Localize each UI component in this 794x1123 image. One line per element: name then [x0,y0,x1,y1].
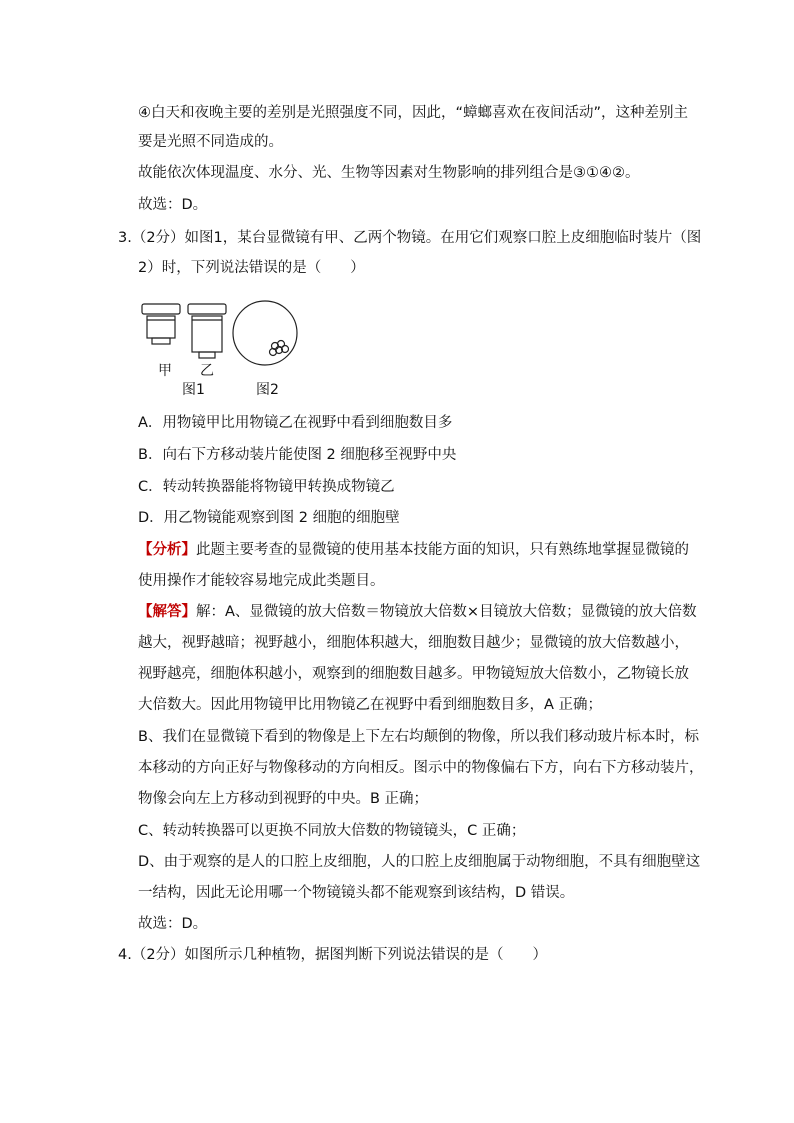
prev-answer-line-2: 要是光照不同造成的。 [138,134,283,150]
analysis-tag: 【分析】 [138,542,196,558]
objective-yi-body [192,316,222,352]
option-a: A．用物镜甲比用物镜乙在视野中看到细胞数目多 [138,415,453,431]
answer-text-1: 解：A、显微镜的放大倍数＝物镜放大倍数×目镜放大倍数；显微镜的放大倍数 [196,604,697,620]
option-b: B．向右下方移动装片能使图 2 细胞移至视野中央 [138,447,457,463]
question-3-stem-line-1: 3.（2分）如图1，某台显微镜有甲、乙两个物镜。在用它们观察口腔上皮细胞临时装片（图 [118,230,702,246]
prev-answer-choice: 故选：D。 [138,197,208,213]
objective-jia-body [147,316,175,338]
answer-line-8: C、转动转换器可以更换不同放大倍数的物镜镜头，C 正确； [138,823,526,839]
answer-choice: 故选：D。 [138,916,208,932]
microscope-figure [138,300,308,400]
objective-lenses-and-field-illustration [138,300,308,400]
answer-line-5: B、我们在显微镜下看到的物像是上下左右均颠倒的物像，所以我们移动玻片标本时，标 [138,729,699,745]
answer-line-10: 一结构，因此无论用哪一个物镜镜头都不能观察到该结构，D 错误。 [138,885,575,901]
analysis-line-1 [138,540,689,560]
caption-figure-2: 图2 [256,382,279,398]
answer-line-6: 本移动的方向正好与物像移动的方向相反。图示中的物像偏右下方，向右下方移动装片， [138,760,704,776]
answer-line-4: 大倍数大。因此用物镜甲比用物镜乙在视野中看到细胞数目多，A 正确； [138,697,603,713]
label-jia: 甲 [158,363,172,379]
caption-figure-1: 图1 [182,382,205,398]
prev-answer-line-3: 故能依次体现温度、水分、光、生物等因素对生物影响的排列组合是③①④②。 [138,165,640,181]
analysis-text-1: 此题主要考查的显微镜的使用基本技能方面的知识，只有熟练地掌握显微镜的 [196,542,689,558]
option-c: C．转动转换器能将物镜甲转换成物镜乙 [138,479,395,495]
answer-line-1 [138,602,697,622]
answer-line-2: 越大，视野越暗；视野越小，细胞体积越大，细胞数目越少；显微镜的放大倍数越小， [138,635,689,651]
answer-line-9: D、由于观察的是人的口腔上皮细胞，人的口腔上皮细胞属于动物细胞，不具有细胞壁这 [138,854,701,870]
objective-jia-top-ring [142,304,180,314]
answer-line-7: 物像会向左上方移动到视野的中央。B 正确； [138,791,429,807]
prev-answer-line-1: ④白天和夜晚主要的差别是光照强度不同，因此，“蟑螂喜欢在夜间活动”，这种差别主 [138,105,689,121]
option-d: D．用乙物镜能观察到图 2 细胞的细胞壁 [138,510,400,526]
label-yi: 乙 [200,363,214,379]
objective-yi-top-ring [188,304,226,314]
question-3-stem-line-2: 2）时，下列说法错误的是（ ） [138,260,365,276]
question-4-stem: 4.（2分）如图所示几种植物，据图判断下列说法错误的是（ ） [118,947,548,963]
analysis-line-2: 使用操作才能较容易地完成此类题目。 [138,573,385,589]
answer-tag: 【解答】 [138,604,196,620]
answer-line-3: 视野越亮，细胞体积越小，观察到的细胞数目越多。甲物镜短放大倍数小，乙物镜长放 [138,666,689,682]
field-of-view-circle [233,301,297,365]
